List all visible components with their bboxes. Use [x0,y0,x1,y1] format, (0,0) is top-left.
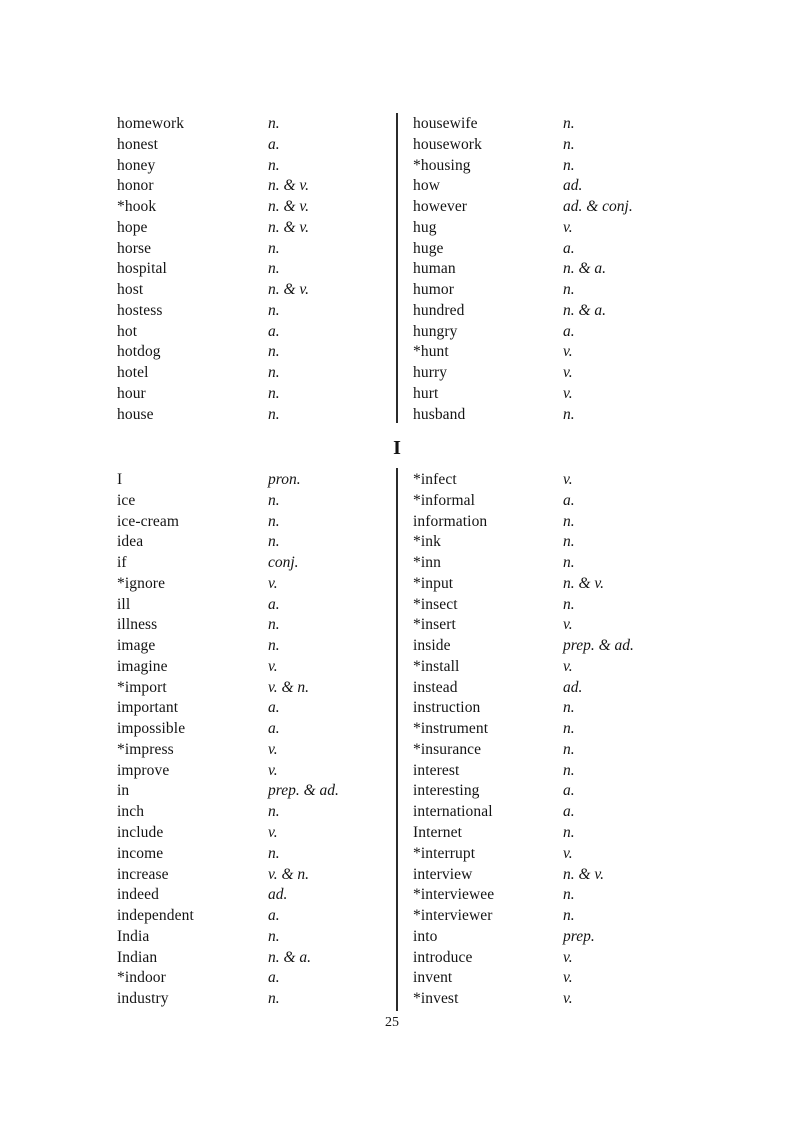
part-of-speech: ad. [563,177,583,195]
word-text: hour [117,384,146,402]
word-row [117,802,339,823]
part-of-speech: a. [563,803,575,821]
word-text: ill [117,595,131,613]
part-of-speech: n. & a. [563,260,607,278]
part-of-speech: n. & v. [268,177,310,195]
word-row [413,989,634,1010]
word-row [413,740,634,761]
word-text: husband [413,405,466,423]
word-text: include [117,824,164,842]
word-row [413,491,634,512]
word-row [413,968,634,989]
part-of-speech: n. [563,554,575,572]
part-of-speech: a. [563,491,575,509]
word-text: India [117,927,150,945]
word-row [117,719,339,740]
word-row [117,844,339,865]
part-of-speech: prep. [563,927,595,945]
word-text: *inn [413,554,441,572]
word-row [117,218,309,239]
word-text: hurt [413,384,439,402]
word-row [413,823,634,844]
part-of-speech: v. [268,740,278,758]
word-text: increase [117,865,169,883]
word-text: idea [117,533,144,551]
part-of-speech: v. & n. [268,865,310,883]
word-row [413,865,634,886]
word-text: income [117,844,164,862]
word-text: inside [413,637,451,655]
word-text: *interviewer [413,907,493,925]
part-of-speech: n. [563,281,575,299]
word-text: honest [117,135,159,153]
part-of-speech: pron. [268,471,301,488]
word-text: housework [413,135,482,153]
word-text: interview [413,865,473,883]
word-text: human [413,260,456,278]
part-of-speech: a. [563,239,575,257]
word-text: *install [413,657,460,675]
word-row [413,259,633,280]
word-text: house [117,405,154,423]
word-text: industry [117,990,169,1008]
part-of-speech: v. [563,616,573,634]
word-text: *impress [117,740,174,758]
word-text: however [413,198,468,216]
wordlist-section-i [0,470,794,1011]
word-row [117,968,339,989]
word-row [117,906,339,927]
word-row [117,239,309,260]
word-text: inch [117,803,145,821]
word-row [413,844,634,865]
part-of-speech: n. & v. [268,218,310,236]
word-text: Indian [117,948,158,966]
part-of-speech: n. [563,595,575,613]
word-text: hotel [117,364,149,382]
word-row [413,405,633,426]
part-of-speech: v. & n. [268,678,310,696]
word-text: *ink [413,533,441,551]
word-text: hospital [117,260,167,278]
part-of-speech: a. [268,322,280,340]
part-of-speech: n. & v. [268,281,310,299]
part-of-speech: v. [268,761,278,779]
part-of-speech: n. [268,239,280,257]
part-of-speech: n. [563,824,575,842]
word-row [117,491,339,512]
word-row [117,989,339,1010]
word-text: ice [117,491,136,509]
part-of-speech: v. [563,471,573,488]
part-of-speech: n. [563,720,575,738]
part-of-speech: n. & v. [268,198,310,216]
word-row [117,114,309,135]
word-row [413,595,634,616]
part-of-speech: a. [268,969,280,987]
word-text: interesting [413,782,480,800]
part-of-speech: n. & v. [563,865,605,883]
word-row [413,532,634,553]
word-row [117,470,339,491]
word-text: *indoor [117,969,166,987]
column-divider [396,468,398,1011]
part-of-speech: v. [563,969,573,987]
word-row [413,363,633,384]
word-row [413,512,634,533]
part-of-speech: v. [563,657,573,675]
part-of-speech: n. [268,927,280,945]
word-text: impossible [117,720,186,738]
word-row [117,532,339,553]
word-row [117,553,339,574]
word-text: *ignore [117,574,166,592]
part-of-speech: n. [268,637,280,655]
word-row [117,197,309,218]
word-row [413,781,634,802]
word-text: if [117,554,127,572]
part-of-speech: n. [268,803,280,821]
part-of-speech: ad. [268,886,288,904]
word-row [413,698,634,719]
part-of-speech: n. [268,405,280,423]
word-text: important [117,699,179,717]
word-text: *interrupt [413,844,476,862]
word-text: illness [117,616,158,634]
part-of-speech: a. [268,699,280,717]
part-of-speech: a. [268,907,280,925]
part-of-speech: n. [563,512,575,530]
part-of-speech: ad. & conj. [563,198,633,216]
word-text: Internet [413,824,462,842]
word-row [117,405,309,426]
word-row [117,678,339,699]
word-text: honey [117,156,156,174]
word-row [413,280,633,301]
part-of-speech: n. [563,699,575,717]
word-text: *hook [117,198,157,216]
word-column-left [117,470,339,1010]
part-of-speech: prep. & ad. [563,637,634,655]
word-row [117,615,339,636]
part-of-speech: prep. & ad. [268,782,339,800]
word-row [413,636,634,657]
word-text: instruction [413,699,481,717]
word-text: hungry [413,322,458,340]
part-of-speech: n. [268,301,280,319]
word-row [117,280,309,301]
part-of-speech: v. [563,948,573,966]
word-row [413,218,633,239]
part-of-speech: v. [268,574,278,592]
word-row [413,802,634,823]
column-divider [396,113,398,423]
part-of-speech: n. [268,990,280,1008]
word-row [117,823,339,844]
word-text: hurry [413,364,448,382]
word-row [413,239,633,260]
word-row [413,678,634,699]
word-text: imagine [117,657,168,675]
part-of-speech: n. [268,115,280,132]
word-row [413,384,633,405]
word-text: *invest [413,990,459,1008]
word-row [117,301,309,322]
part-of-speech: n. [268,384,280,402]
word-text: host [117,281,144,299]
part-of-speech: v. [563,218,573,236]
part-of-speech: n. & v. [563,574,605,592]
part-of-speech: conj. [268,554,299,572]
word-text: *interviewee [413,886,495,904]
word-text: hundred [413,301,465,319]
word-row [117,885,339,906]
part-of-speech: n. [563,115,575,132]
word-row [413,927,634,948]
wordlist-section-h [0,114,794,426]
word-row [117,135,309,156]
part-of-speech: n. [268,364,280,382]
word-row [117,948,339,969]
part-of-speech: a. [268,595,280,613]
word-text: *infect [413,471,457,488]
word-row [413,615,634,636]
part-of-speech: v. [268,824,278,842]
part-of-speech: n. [563,886,575,904]
word-row [117,761,339,782]
word-row [413,906,634,927]
word-row [117,781,339,802]
part-of-speech: n. [563,135,575,153]
word-row [413,761,634,782]
word-text: hug [413,218,437,236]
word-text: housewife [413,115,478,132]
word-row [413,322,633,343]
word-row [413,301,633,322]
word-row [117,740,339,761]
word-row [117,636,339,657]
word-text: ice-cream [117,512,179,530]
word-text: *informal [413,491,476,509]
section-header-i: I [393,437,401,459]
word-row [413,553,634,574]
word-row [117,865,339,886]
word-text: instead [413,678,458,696]
part-of-speech: a. [268,135,280,153]
word-row [117,342,309,363]
word-row [413,470,634,491]
part-of-speech: v. [563,990,573,1008]
word-row [117,176,309,197]
part-of-speech: v. [563,364,573,382]
word-row [117,698,339,719]
word-row [117,657,339,678]
word-text: information [413,512,488,530]
word-column-right [413,470,634,1010]
part-of-speech: v. [563,384,573,402]
part-of-speech: v. [268,657,278,675]
word-text: honor [117,177,154,195]
word-row [413,135,633,156]
part-of-speech: n. [563,533,575,551]
word-row [413,114,633,135]
word-text: hope [117,218,148,236]
word-column-right [413,114,633,425]
word-text: *hunt [413,343,449,361]
page-number: 25 [385,1015,399,1030]
word-text: invent [413,969,453,987]
word-text: hostess [117,301,163,319]
word-text: hotdog [117,343,161,361]
word-row [413,156,633,177]
part-of-speech: n. [268,533,280,551]
word-row [117,927,339,948]
word-row [413,342,633,363]
word-row [413,885,634,906]
word-text: humor [413,281,454,299]
word-text: *import [117,678,167,696]
word-text: in [117,782,130,800]
word-row [413,948,634,969]
word-text: indeed [117,886,159,904]
part-of-speech: n. [563,907,575,925]
part-of-speech: n. [268,616,280,634]
word-text: *insert [413,616,456,634]
part-of-speech: n. [563,156,575,174]
word-text: international [413,803,493,821]
word-text: introduce [413,948,473,966]
part-of-speech: v. [563,844,573,862]
part-of-speech: n. [268,844,280,862]
word-text: *housing [413,156,471,174]
word-text: into [413,927,438,945]
word-row [413,657,634,678]
word-row [117,512,339,533]
word-text: interest [413,761,460,779]
word-text: *insurance [413,740,482,758]
part-of-speech: ad. [563,678,583,696]
word-row [413,719,634,740]
part-of-speech: n. [268,491,280,509]
part-of-speech: n. & a. [268,948,312,966]
part-of-speech: a. [268,720,280,738]
word-text: huge [413,239,444,257]
word-row [413,574,634,595]
part-of-speech: n. [563,405,575,423]
part-of-speech: n. [268,260,280,278]
word-text: independent [117,907,194,925]
word-row [117,384,309,405]
word-text: homework [117,115,185,132]
word-row [413,197,633,218]
part-of-speech: n. [563,761,575,779]
word-row [117,322,309,343]
word-text: horse [117,239,152,257]
part-of-speech: n. [563,740,575,758]
word-text: I [117,471,123,488]
word-row [117,363,309,384]
word-text: how [413,177,440,195]
part-of-speech: a. [563,782,575,800]
part-of-speech: n. [268,343,280,361]
part-of-speech: n. [268,512,280,530]
word-text: hot [117,322,138,340]
word-row [117,156,309,177]
word-row [413,176,633,197]
part-of-speech: v. [563,343,573,361]
word-text: *instrument [413,720,489,738]
word-row [117,259,309,280]
word-row [117,574,339,595]
part-of-speech: n. [268,156,280,174]
word-text: image [117,637,156,655]
part-of-speech: a. [563,322,575,340]
word-text: *input [413,574,454,592]
word-row [117,595,339,616]
word-text: improve [117,761,170,779]
word-text: *insect [413,595,458,613]
word-column-left [117,114,309,425]
part-of-speech: n. & a. [563,301,607,319]
